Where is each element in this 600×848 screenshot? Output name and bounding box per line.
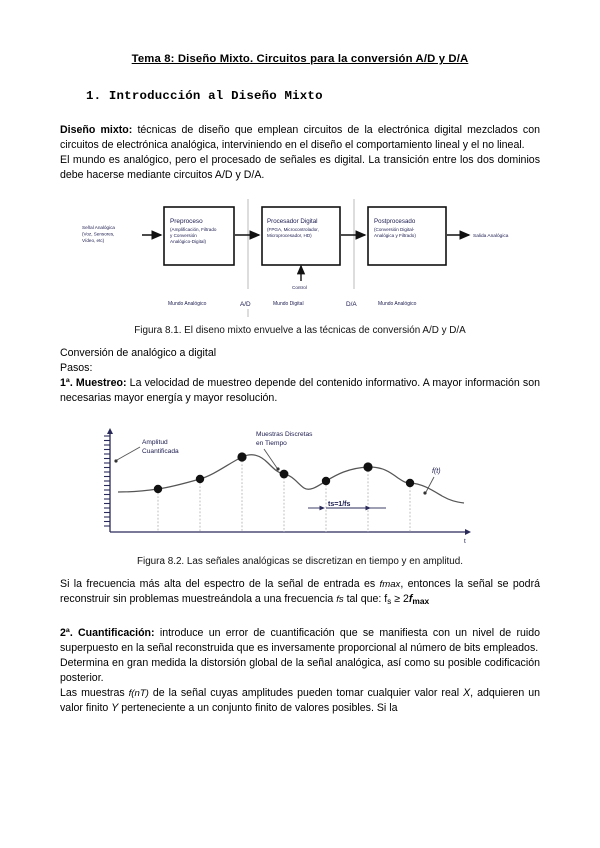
muestras-text-b: de la señal cuyas amplitudes pueden tomar cualquier valor real — [148, 687, 464, 699]
chart-annotation-amplitude-leader — [117, 447, 140, 460]
fig1-control-label: Control — [292, 284, 307, 290]
fig1-block1-title: Preproceso — [170, 217, 203, 225]
paragraph-muestreo — [60, 376, 540, 406]
muestras-x: X — [463, 687, 471, 699]
muestras-y: Y — [111, 702, 119, 715]
fig1-block2-title: Procesador Digital — [267, 217, 318, 225]
chart-sampled-signal — [60, 422, 540, 548]
nyquist-fmax: fmax — [379, 578, 401, 590]
chart-y-ticks — [104, 436, 110, 526]
fig1-block3-line2: (Conversión Digital- — [374, 226, 415, 232]
fig1-input-label-line3: Vídeo, etc) — [82, 237, 105, 243]
fig1-input-label-line2: (Voz, Sensores, — [82, 231, 115, 237]
figure-8-1 — [60, 199, 540, 336]
nyquist-text-b: , entonces la señal se podrá reconstruir sin problemas muestreándola a una frecuencia — [60, 577, 540, 605]
fig1-block1-line3: y Conversión — [170, 232, 197, 238]
paragraph-text: técnicas de diseño que emplean circuitos de la electrónica digital mezclados con circuitos de electrónica analógica, interviniendo en el diseño el comportamiento lineal y el no lineal. — [60, 123, 540, 151]
paragraph-lead-term: Diseño mixto: — [60, 123, 133, 136]
fig1-block2-line3: Microprocesador, HD) — [267, 232, 312, 238]
paragraph-cuantificacion-text: introduce un error de cuantificación que se manifiesta con un nivel de ruido superpuesto en la señal reconstruida que es inversamente proporcional al número de bits empleados. — [60, 626, 541, 654]
paragraph-distorsion: Determina en gran medida la distorsión global de la señal analógica, así como su posible codificación posterior. — [60, 656, 540, 684]
paragraph-muestreo-text: La velocidad de muestreo depende del contenido informativo. A mayor información son necesarias mayor energía y mayor resolución. — [60, 376, 540, 404]
muestras-text-d: perteneciente a un conjunto finito de valores posibles. Si la — [118, 702, 398, 715]
paragraph-mundo-analogico: El mundo es analógico, pero el procesado de señales es digital. La transición entre los dos dominios debe hacerse mediante circuitos A/D y D/A. — [60, 153, 540, 181]
fig1-block3-line3: Analógica y Filtrado) — [374, 232, 416, 238]
chart-annotation-samples-line2: en Tiempo — [256, 439, 287, 447]
fig1-domain-label-3: D/A — [346, 300, 357, 308]
fig1-domain-label-4: Mundo Analógico — [378, 300, 417, 307]
muestras-fnt: f(nT) — [128, 688, 149, 699]
fig1-block2-line2: (FPGA, Microcontrolador, — [267, 226, 319, 232]
paragraph-pasos: Pasos: — [60, 361, 93, 374]
nyquist-text-d: ≥ 2 — [391, 592, 409, 605]
paragraph-cuantificacion-term: 2ª. Cuantificación: — [60, 626, 155, 639]
fig1-output-label: Salida Analógica — [473, 233, 509, 239]
nyquist-fmax2-subscript: max — [412, 595, 430, 606]
section-heading: 1. Introducción al Diseño Mixto — [86, 88, 323, 103]
chart-annotation-signal-dot — [423, 491, 426, 494]
fig1-block1-line4: Analógico-Digital) — [170, 238, 207, 244]
chart-x-axis-arrowhead — [465, 529, 471, 535]
muestras-text-c: , adquieren un valor finito — [60, 687, 540, 715]
fig1-domain-label-2: Mundo Digital — [273, 300, 304, 307]
chart-annotation-amplitude-line2: Cuantificada — [142, 447, 179, 455]
fig1-domain-label-0: Mundo Analógico — [168, 300, 207, 307]
nyquist-fmax2: f — [408, 592, 413, 605]
chart-period-label: ts=1/fs — [328, 500, 351, 508]
paragraph-conversion-line1: Conversión de analógico a digital — [60, 346, 217, 359]
paragraph-nyquist — [60, 577, 540, 608]
chart-y-axis-arrowhead — [107, 428, 113, 434]
chart-signal-waveform — [118, 455, 464, 503]
page-title: Tema 8: Diseño Mixto. Circuitos para la conversión A/D y D/A — [131, 53, 469, 65]
chart-annotation-signal-label: f(t) — [432, 467, 441, 475]
fig1-domain-label-1: A/D — [240, 300, 251, 308]
paragraph-muestras — [60, 686, 540, 716]
chart-annotation-amplitude-dot — [114, 459, 117, 462]
chart-annotation-samples-dot — [276, 467, 279, 470]
chart-annotation-amplitude-line1: Amplitud — [142, 438, 168, 446]
chart-annotation-samples-line1: Muestras Discretas — [256, 430, 313, 438]
nyquist-text-a: Si la frecuencia más alta del espectro de la señal de entrada es — [60, 577, 380, 590]
nyquist-text-c: tal que: f — [343, 592, 388, 605]
nyquist-fs-subscript: s — [387, 596, 392, 606]
chart-x-axis-label: t — [464, 537, 466, 545]
muestras-text-a: Las muestras — [60, 687, 129, 699]
paragraph-diseno-mixto — [60, 123, 540, 153]
figure-8-2-graphic — [60, 422, 540, 548]
fig1-input-label-line1: Señal Analógica — [82, 224, 115, 230]
chart-sample-points — [154, 452, 414, 493]
fig1-block1-line2: (Amplificación, Filtrado — [170, 226, 217, 232]
figure-8-2-caption: Figura 8.2. Las señales analógicas se discretizan en tiempo y en amplitud. — [136, 555, 464, 567]
paragraph-muestreo-term: 1ª. Muestreo: — [60, 376, 127, 389]
fig1-block3-title: Postprocesado — [374, 217, 416, 225]
figure-8-1-caption: Figura 8.1. El diseno mixto envuelve a las técnicas de conversión A/D y D/A — [134, 324, 466, 336]
figure-8-1-graphic — [60, 199, 540, 317]
figure-8-2 — [60, 422, 540, 567]
nyquist-fs: fs — [336, 593, 344, 605]
paragraph-cuantificacion — [60, 626, 540, 656]
